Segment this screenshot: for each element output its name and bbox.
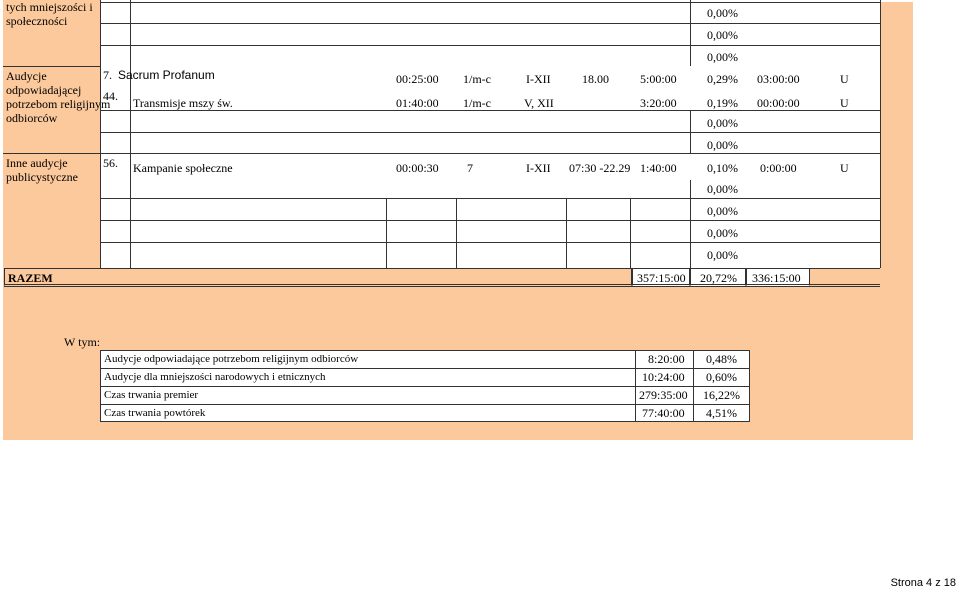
list-item-percent: 16,22% [703, 388, 740, 402]
frequency: 7 [467, 161, 473, 175]
empty-row-percent: 0,00% [707, 204, 738, 218]
category-minorities: tych mniejszości i społeczności [6, 0, 93, 28]
duration: 00:00:30 [396, 161, 439, 175]
razem-premiere: 336:15:00 [752, 271, 801, 285]
percent: 0,19% [707, 96, 738, 110]
percent: 0,10% [707, 161, 738, 175]
list-item-percent: 0,60% [706, 370, 737, 384]
total-time: 5:00:00 [640, 72, 677, 86]
razem-rest-box [810, 268, 880, 287]
air-time: 18.00 [582, 72, 609, 86]
list-item-time: 10:24:00 [642, 370, 685, 384]
programme-title: Kampanie społeczne [133, 161, 233, 175]
frequency: 1/m-c [463, 72, 491, 86]
category-public-campaigns: Inne audycje publicystyczne [6, 156, 78, 184]
flag: U [840, 161, 849, 175]
grid-hline [100, 386, 750, 387]
page-number: Strona 4 z 18 [890, 577, 956, 589]
empty-row-percent: 0,00% [707, 226, 738, 240]
empty-row-percent: 0,00% [707, 182, 738, 196]
months: V, XII [524, 96, 554, 110]
category-religious: Audycje odpowiadającej potrzebom religijnym odbiorców [6, 69, 111, 125]
programme-title: Sacrum Profanum [118, 68, 215, 82]
row-number: 44. [103, 89, 118, 103]
grid-hline [100, 2, 880, 3]
grid-hline [100, 198, 880, 199]
grid-hline [100, 242, 880, 243]
flag: U [840, 72, 849, 86]
empty-row-percent: 0,00% [707, 116, 738, 130]
grid-hline [100, 23, 880, 24]
grid-vline [456, 198, 457, 268]
premiere-time: 03:00:00 [757, 72, 800, 86]
duration: 00:25:00 [396, 72, 439, 86]
category-separator [3, 66, 100, 67]
grid-hline [100, 220, 880, 221]
list-item: Czas trwania premier [104, 389, 199, 401]
months: I-XII [526, 161, 551, 175]
grid-hline [100, 110, 880, 111]
grid-hline [100, 153, 880, 154]
list-item: Audycje dla mniejszości narodowych i etnicznych [104, 371, 326, 383]
grid-hline [100, 132, 880, 133]
premiere-time: 0:00:00 [760, 161, 797, 175]
frequency: 1/m-c [463, 96, 491, 110]
grid-vline [130, 0, 131, 268]
list-item: Czas trwania powtórek [104, 407, 206, 419]
total-time: 1:40:00 [640, 161, 677, 175]
duration: 01:40:00 [396, 96, 439, 110]
percent: 0,29% [707, 72, 738, 86]
razem-percent: 20,72% [700, 271, 737, 285]
wtym-label: W tym: [64, 335, 101, 349]
empty-row-percent: 0,00% [707, 248, 738, 262]
grid-vline [566, 198, 567, 268]
category-separator [3, 153, 100, 154]
programme-title: Transmisje mszy św. [133, 96, 233, 110]
razem-total: 357:15:00 [637, 271, 686, 285]
list-item-time: 8:20:00 [648, 352, 685, 366]
list-item-time: 77:40:00 [642, 406, 685, 420]
empty-row-percent: 0,00% [707, 28, 738, 42]
list-item-percent: 0,48% [706, 352, 737, 366]
razem-label: RAZEM [8, 271, 53, 285]
row-number: 7. [103, 68, 112, 82]
premiere-time: 00:00:00 [757, 96, 800, 110]
total-time: 3:20:00 [640, 96, 677, 110]
grid-hline [100, 368, 750, 369]
empty-row-percent: 0,00% [707, 50, 738, 64]
empty-row-percent: 0,00% [707, 6, 738, 20]
list-item-time: 279:35:00 [639, 388, 688, 402]
months: I-XII [526, 72, 551, 86]
grid-vline [100, 0, 101, 268]
empty-row-percent: 0,00% [707, 138, 738, 152]
row-number: 56. [103, 156, 118, 170]
grid-vline [630, 198, 631, 268]
list-item: Audycje odpowiadające potrzebom religijnym odbiorców [104, 353, 359, 365]
grid-vline [386, 198, 387, 268]
grid-hline [100, 404, 750, 405]
air-time: 07:30 -22.29 [569, 161, 631, 175]
right-margin-panel [880, 2, 913, 268]
grid-hline [100, 45, 880, 46]
grid-vline [880, 0, 881, 268]
list-item-percent: 4,51% [706, 406, 737, 420]
flag: U [840, 96, 849, 110]
razem-box [4, 268, 632, 287]
